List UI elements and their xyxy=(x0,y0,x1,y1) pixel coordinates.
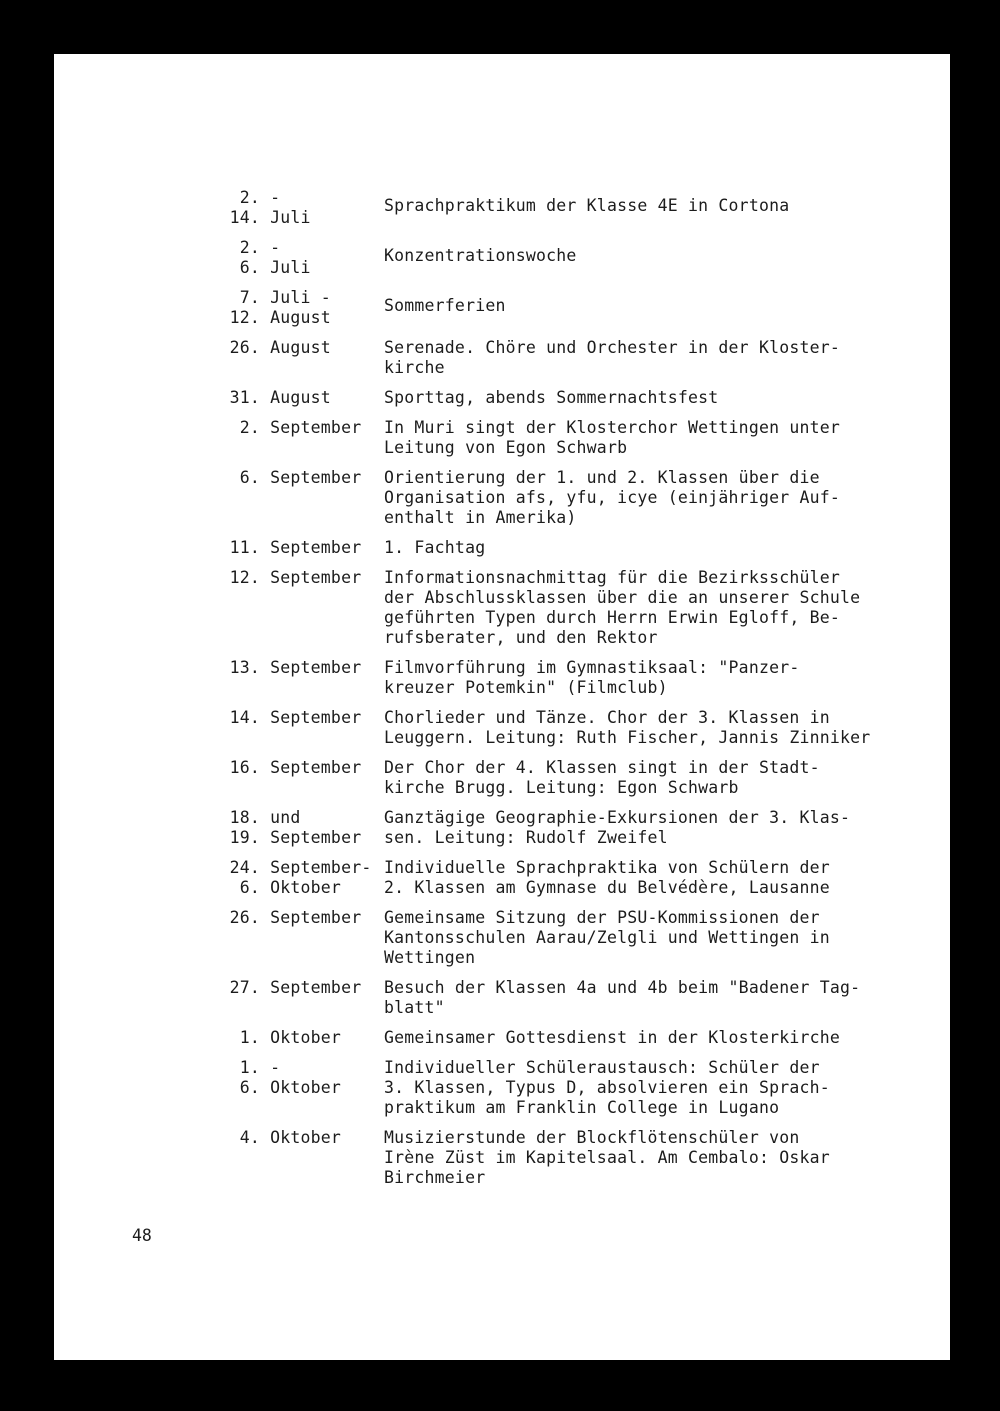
date-label: September xyxy=(260,418,362,437)
date-day: 13. xyxy=(229,658,260,677)
entry-description xyxy=(384,758,944,798)
date-day: 26. xyxy=(229,908,260,927)
date-line xyxy=(204,708,384,728)
description-line: Individueller Schüleraustausch: Schüler der xyxy=(384,1058,820,1077)
date-line xyxy=(204,858,384,878)
date-day: 12. xyxy=(229,308,260,327)
description-line: 2. Klassen am Gymnase du Belvédère, Lausanne xyxy=(384,878,830,897)
date-label: - xyxy=(260,238,281,257)
description-line: Individuelle Sprachpraktika von Schülern der xyxy=(384,858,830,877)
date-day: 12. xyxy=(229,568,260,587)
description-line: Filmvorführung im Gymnastiksaal: "Panzer- xyxy=(384,658,800,677)
description-line: Konzentrationswoche xyxy=(384,246,577,265)
description-line: Ganztägige Geographie-Exkursionen der 3. Klas- xyxy=(384,808,851,827)
entry-date xyxy=(204,758,384,798)
chronicle-entry xyxy=(204,858,944,898)
document-page xyxy=(54,54,950,1360)
description-line: Orientierung der 1. und 2. Klassen über die xyxy=(384,468,820,487)
chronicle-entry xyxy=(204,288,944,328)
entry-description xyxy=(384,908,944,968)
date-day: 27. xyxy=(229,978,260,997)
description-line: sen. Leitung: Rudolf Zweifel xyxy=(384,828,668,847)
entry-date xyxy=(204,468,384,528)
chronicle-entry xyxy=(204,418,944,458)
entry-date xyxy=(204,188,384,228)
entry-description xyxy=(384,808,944,848)
description-line: blatt" xyxy=(384,998,445,1017)
entry-date xyxy=(204,808,384,848)
entry-date xyxy=(204,418,384,458)
entry-description xyxy=(384,568,944,648)
date-day: 26. xyxy=(229,338,260,357)
description-line: Leitung von Egon Schwarb xyxy=(384,438,628,457)
date-line xyxy=(204,758,384,778)
entry-date xyxy=(204,388,384,408)
date-label: September xyxy=(260,468,362,487)
date-label: Oktober xyxy=(260,878,342,897)
date-label: August xyxy=(260,338,331,357)
date-line xyxy=(204,908,384,928)
date-day: 14. xyxy=(229,708,260,727)
entry-date xyxy=(204,338,384,378)
entry-date xyxy=(204,1058,384,1118)
chronicle-entry xyxy=(204,388,944,408)
description-line: praktikum am Franklin College in Lugano xyxy=(384,1098,780,1117)
entry-date xyxy=(204,858,384,898)
date-day: 18. xyxy=(229,808,260,827)
description-line: Sommerferien xyxy=(384,296,506,315)
chronicle-entry xyxy=(204,978,944,1018)
entry-description xyxy=(384,538,944,558)
date-line xyxy=(204,1058,384,1078)
date-line xyxy=(204,258,384,278)
date-label: September xyxy=(260,978,362,997)
entry-description xyxy=(384,288,944,328)
date-label: Oktober xyxy=(260,1078,342,1097)
entry-description xyxy=(384,1028,944,1048)
description-line: In Muri singt der Klosterchor Wettingen unter xyxy=(384,418,841,437)
chronicle-entry xyxy=(204,1128,944,1188)
date-line xyxy=(204,238,384,258)
chronicle-entry xyxy=(204,468,944,528)
date-label: - xyxy=(260,188,281,207)
description-line: Informationsnachmittag für die Bezirksschüler xyxy=(384,568,841,587)
date-day: 19. xyxy=(229,828,260,847)
chronicle-entry xyxy=(204,1028,944,1048)
chronicle-entry xyxy=(204,338,944,378)
description-line: Gemeinsame Sitzung der PSU-Kommissionen der xyxy=(384,908,820,927)
description-line: Gemeinsamer Gottesdienst in der Klosterkirche xyxy=(384,1028,841,1047)
chronicle-entry xyxy=(204,908,944,968)
date-label: September- xyxy=(260,858,372,877)
date-line xyxy=(204,808,384,828)
description-line: geführten Typen durch Herrn Erwin Egloff, Be- xyxy=(384,608,841,627)
date-label: August xyxy=(260,388,331,407)
date-day: 6. xyxy=(239,468,260,487)
date-day: 6. xyxy=(239,258,260,277)
description-line: Wettingen xyxy=(384,948,476,967)
entry-date xyxy=(204,708,384,748)
date-label: Juli xyxy=(260,258,311,277)
date-line xyxy=(204,208,384,228)
date-label: September xyxy=(260,568,362,587)
entry-description xyxy=(384,338,944,378)
chronicle-list xyxy=(204,188,944,1198)
entry-description xyxy=(384,658,944,698)
date-line xyxy=(204,538,384,558)
chronicle-entry xyxy=(204,538,944,558)
date-label: September xyxy=(260,538,362,557)
date-day: 2. xyxy=(239,418,260,437)
description-line: Der Chor der 4. Klassen singt in der Stadt- xyxy=(384,758,820,777)
chronicle-entry xyxy=(204,238,944,278)
description-line: Leuggern. Leitung: Ruth Fischer, Jannis Zinniker xyxy=(384,728,871,747)
description-line: Besuch der Klassen 4a und 4b beim "Badener Tag- xyxy=(384,978,861,997)
chronicle-entry xyxy=(204,188,944,228)
entry-date xyxy=(204,908,384,968)
date-label: September xyxy=(260,708,362,727)
date-day: 2. xyxy=(239,188,260,207)
date-day: 14. xyxy=(229,208,260,227)
date-day: 31. xyxy=(229,388,260,407)
date-label: und xyxy=(260,808,301,827)
date-label: August xyxy=(260,308,331,327)
entry-date xyxy=(204,1128,384,1188)
description-line: rufsberater, und den Rektor xyxy=(384,628,658,647)
entry-date xyxy=(204,568,384,648)
date-day: 7. xyxy=(239,288,260,307)
entry-date xyxy=(204,238,384,278)
entry-description xyxy=(384,858,944,898)
entry-description xyxy=(384,388,944,408)
date-day: 6. xyxy=(239,1078,260,1097)
date-line xyxy=(204,338,384,358)
entry-description xyxy=(384,188,944,228)
page-number: 48 xyxy=(132,1226,152,1245)
description-line: Irène Züst im Kapitelsaal. Am Cembalo: Oskar xyxy=(384,1148,830,1167)
description-line: 3. Klassen, Typus D, absolvieren ein Sprach- xyxy=(384,1078,830,1097)
chronicle-entry xyxy=(204,568,944,648)
date-label: Oktober xyxy=(260,1128,342,1147)
date-line xyxy=(204,1078,384,1098)
description-line: 1. Fachtag xyxy=(384,538,486,557)
date-day: 16. xyxy=(229,758,260,777)
description-line: Chorlieder und Tänze. Chor der 3. Klassen in xyxy=(384,708,830,727)
date-label: Juli xyxy=(260,208,311,227)
date-label: September xyxy=(260,658,362,677)
date-line xyxy=(204,388,384,408)
date-label: September xyxy=(260,758,362,777)
description-line: der Abschlussklassen über die an unserer Schule xyxy=(384,588,861,607)
entry-description xyxy=(384,1058,944,1118)
date-day: 1. xyxy=(239,1028,260,1047)
date-day: 1. xyxy=(239,1058,260,1077)
chronicle-entry xyxy=(204,1058,944,1118)
date-line xyxy=(204,418,384,438)
description-line: Sprachpraktikum der Klasse 4E in Cortona xyxy=(384,196,790,215)
entry-date xyxy=(204,538,384,558)
entry-description xyxy=(384,238,944,278)
date-day: 24. xyxy=(229,858,260,877)
date-day: 6. xyxy=(239,878,260,897)
entry-date xyxy=(204,978,384,1018)
date-day: 2. xyxy=(239,238,260,257)
chronicle-entry xyxy=(204,708,944,748)
entry-description xyxy=(384,468,944,528)
description-line: Sporttag, abends Sommernachtsfest xyxy=(384,388,719,407)
date-label: September xyxy=(260,908,362,927)
description-line: kirche xyxy=(384,358,445,377)
chronicle-entry xyxy=(204,808,944,848)
description-line: kreuzer Potemkin" (Filmclub) xyxy=(384,678,668,697)
entry-date xyxy=(204,658,384,698)
entry-description xyxy=(384,708,944,748)
description-line: Organisation afs, yfu, icye (einjähriger Auf- xyxy=(384,488,841,507)
entry-date xyxy=(204,288,384,328)
chronicle-entry xyxy=(204,758,944,798)
date-day: 4. xyxy=(239,1128,260,1147)
description-line: enthalt in Amerika) xyxy=(384,508,577,527)
date-line xyxy=(204,468,384,488)
date-line xyxy=(204,288,384,308)
chronicle-entry xyxy=(204,658,944,698)
entry-description xyxy=(384,418,944,458)
date-label: Oktober xyxy=(260,1028,342,1047)
entry-description xyxy=(384,1128,944,1188)
description-line: Serenade. Chöre und Orchester in der Kloster- xyxy=(384,338,841,357)
date-line xyxy=(204,188,384,208)
date-day: 11. xyxy=(229,538,260,557)
date-line xyxy=(204,1028,384,1048)
entry-date xyxy=(204,1028,384,1048)
date-label: - xyxy=(260,1058,281,1077)
date-line xyxy=(204,828,384,848)
date-line xyxy=(204,978,384,998)
date-line xyxy=(204,308,384,328)
description-line: kirche Brugg. Leitung: Egon Schwarb xyxy=(384,778,739,797)
description-line: Kantonsschulen Aarau/Zelgli und Wettingen in xyxy=(384,928,830,947)
description-line: Musizierstunde der Blockflötenschüler von xyxy=(384,1128,800,1147)
entry-description xyxy=(384,978,944,1018)
date-line xyxy=(204,1128,384,1148)
date-label: September xyxy=(260,828,362,847)
date-label: Juli - xyxy=(260,288,331,307)
date-line xyxy=(204,658,384,678)
description-line: Birchmeier xyxy=(384,1168,486,1187)
date-line xyxy=(204,568,384,588)
date-line xyxy=(204,878,384,898)
